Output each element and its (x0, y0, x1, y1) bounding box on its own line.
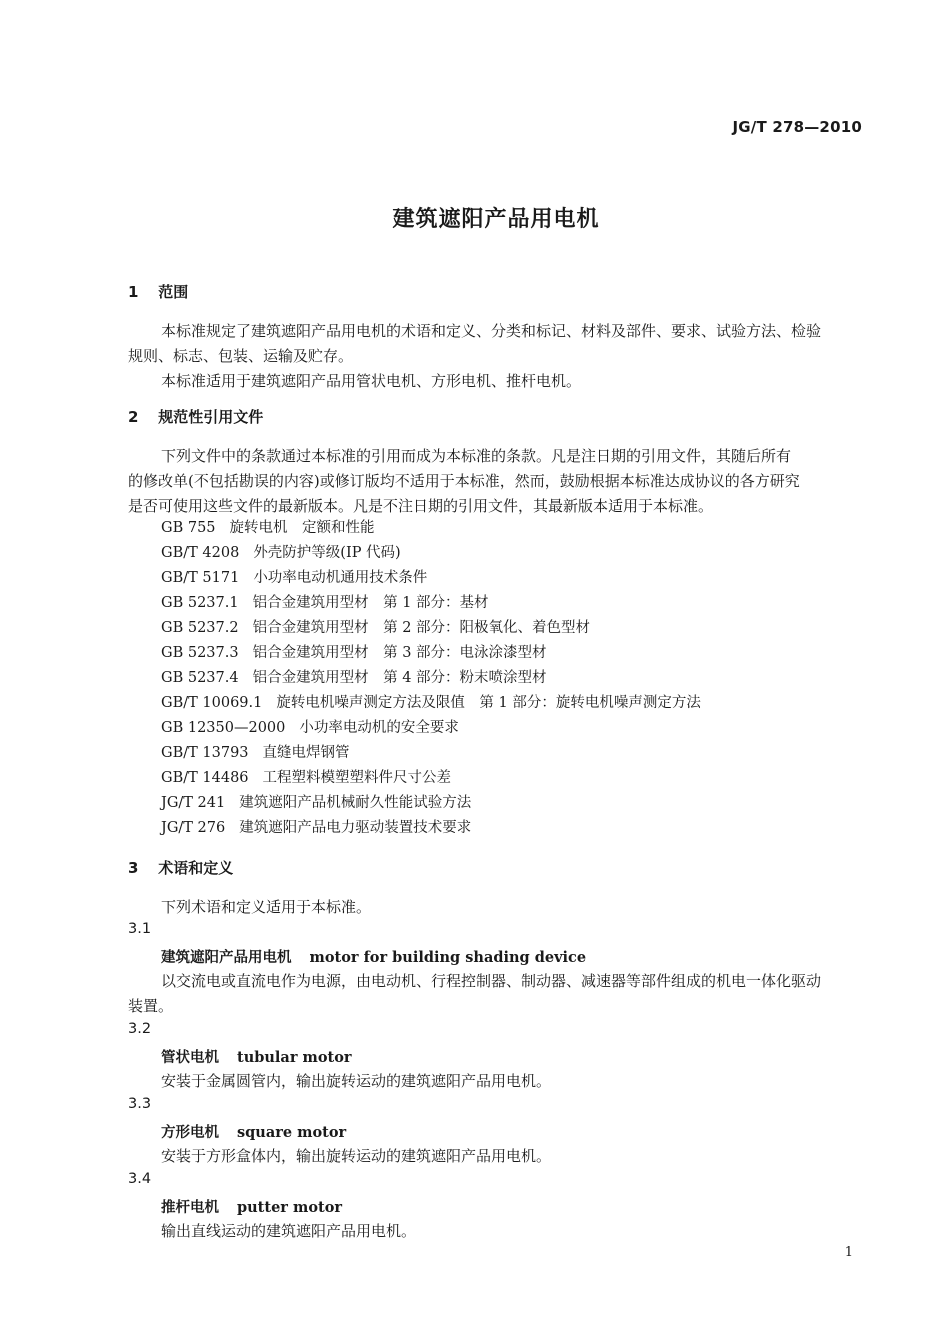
reference-item (161, 591, 701, 616)
reference-item (161, 741, 701, 766)
reference-code: JG/T 241 (161, 795, 226, 811)
section-1-para-2: 本标准适用于建筑遮阳产品用管状电机、方形电机、推杆电机。 (161, 372, 582, 390)
reference-code: GB 12350—2000 (161, 720, 286, 736)
reference-code: GB/T 4208 (161, 545, 240, 561)
reference-item (161, 791, 701, 816)
reference-item (161, 816, 701, 841)
term-number: 3.4 (128, 1171, 152, 1187)
term-heading (161, 1196, 342, 1217)
term-number: 3.1 (128, 921, 152, 937)
term-definition-line-1: 安装于金属圆管内，输出旋转运动的建筑遮阳产品用电机。 (161, 1072, 552, 1090)
section-2-intro-line-3: 是否可使用这些文件的最新版本。凡是不注日期的引用文件，其最新版本适用于本标准。 (128, 497, 714, 515)
term-zh: 建筑遮阳产品用电机 (161, 950, 292, 966)
term-heading (161, 946, 586, 967)
reference-item (161, 566, 701, 591)
reference-item (161, 541, 701, 566)
term-zh: 方形电机 (161, 1125, 219, 1141)
reference-item (161, 616, 701, 641)
section-1-para-1-line-2: 规则、标志、包装、运输及贮存。 (128, 347, 354, 365)
reference-item (161, 666, 701, 691)
reference-code: GB 5237.1 (161, 595, 239, 611)
reference-title: 建筑遮阳产品电力驱动装置技术要求 (239, 820, 472, 836)
reference-code: GB 5237.3 (161, 645, 239, 661)
reference-item (161, 516, 701, 541)
term-definition-line-2: 装置。 (128, 997, 174, 1015)
term-definition-line-1: 以交流电或直流电作为电源，由电动机、行程控制器、制动器、减速器等部件组成的机电一体化驱动 (161, 972, 822, 990)
term-en: square motor (237, 1124, 347, 1141)
reference-title: 铝合金建筑用型材 第 3 部分：电泳涂漆型材 (252, 645, 547, 661)
section-number: 3 (128, 859, 139, 877)
reference-code: GB 5237.4 (161, 670, 239, 686)
reference-item (161, 716, 701, 741)
term-en: putter motor (237, 1199, 343, 1216)
reference-code: GB 755 (161, 520, 216, 536)
section-3-intro: 下列术语和定义适用于本标准。 (161, 898, 372, 916)
document-title: 建筑遮阳产品用电机 (392, 207, 600, 232)
section-2-intro-line-1: 下列文件中的条款通过本标准的引用而成为本标准的条款。凡是注日期的引用文件，其随后所有 (161, 447, 792, 465)
section-title: 规范性引用文件 (158, 408, 264, 426)
reference-title: 外壳防护等级(IP 代码) (253, 545, 401, 561)
term-en: tubular motor (237, 1049, 352, 1066)
term-number: 3.3 (128, 1096, 152, 1112)
term-definition-line-1: 安装于方形盒体内，输出旋转运动的建筑遮阳产品用电机。 (161, 1147, 552, 1165)
term-number: 3.2 (128, 1021, 152, 1037)
reference-code: GB/T 13793 (161, 745, 249, 761)
reference-title: 小功率电动机通用技术条件 (253, 570, 428, 586)
section-title: 范围 (158, 283, 189, 301)
section-2-intro-line-2: 的修改单(不包括勘误的内容)或修订版均不适用于本标准，然而，鼓励根据本标准达成协议的各方研究 (128, 472, 800, 490)
standard-code: JG/T 278—2010 (732, 118, 862, 136)
reference-list (161, 516, 701, 841)
reference-item (161, 766, 701, 791)
reference-code: GB/T 10069.1 (161, 695, 263, 711)
section-1-para-1-line-1: 本标准规定了建筑遮阳产品用电机的术语和定义、分类和标记、材料及部件、要求、试验方法、检验 (161, 322, 822, 340)
reference-code: GB/T 14486 (161, 770, 249, 786)
reference-title: 工程塑料模塑塑料件尺寸公差 (262, 770, 452, 786)
reference-item (161, 641, 701, 666)
reference-title: 铝合金建筑用型材 第 4 部分：粉末喷涂型材 (252, 670, 547, 686)
term-heading (161, 1046, 352, 1067)
reference-code: GB/T 5171 (161, 570, 240, 586)
reference-title: 小功率电动机的安全要求 (299, 720, 459, 736)
reference-title: 直缝电焊钢管 (262, 745, 350, 761)
reference-title: 建筑遮阳产品机械耐久性能试验方法 (239, 795, 472, 811)
term-heading (161, 1121, 346, 1142)
reference-code: JG/T 276 (161, 820, 226, 836)
section-number: 1 (128, 283, 139, 301)
section-1-heading (128, 281, 188, 302)
term-zh: 推杆电机 (161, 1200, 219, 1216)
term-en: motor for building shading device (309, 949, 587, 966)
reference-title: 铝合金建筑用型材 第 2 部分：阳极氧化、着色型材 (252, 620, 591, 636)
term-definition-line-1: 输出直线运动的建筑遮阳产品用电机。 (161, 1222, 417, 1240)
page-number: 1 (844, 1245, 853, 1260)
section-3-heading (128, 857, 233, 878)
reference-item (161, 691, 701, 716)
reference-title: 铝合金建筑用型材 第 1 部分：基材 (252, 595, 489, 611)
reference-code: GB 5237.2 (161, 620, 239, 636)
section-number: 2 (128, 408, 139, 426)
reference-title: 旋转电机 定额和性能 (229, 520, 375, 536)
term-zh: 管状电机 (161, 1050, 219, 1066)
reference-title: 旋转电机噪声测定方法及限值 第 1 部分：旋转电机噪声测定方法 (276, 695, 701, 711)
section-2-heading (128, 406, 263, 427)
section-title: 术语和定义 (158, 859, 234, 877)
